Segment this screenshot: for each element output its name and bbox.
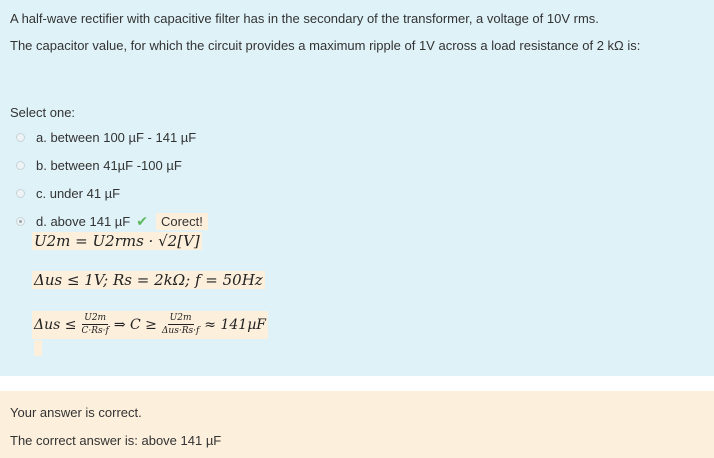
fraction-1	[80, 313, 111, 337]
fraction-2-denominator: Δus·Rs·f	[161, 326, 200, 336]
option-a-label: a. between 100 µF - 141 µF	[36, 129, 197, 145]
fraction-2	[160, 313, 201, 337]
formula-1: U2m = U2rms · √2[V]	[34, 232, 200, 250]
option-b[interactable]	[16, 156, 182, 174]
text-cursor	[34, 340, 42, 356]
feedback-panel	[0, 391, 714, 458]
question-text-line2: The capacitor value, for which the circuit provides a maximum ripple of 1V across a load resistance of 2 kΩ is:	[10, 38, 641, 53]
fraction-1-numerator: U2m	[84, 313, 107, 323]
option-b-label: b. between 41µF -100 µF	[36, 157, 182, 173]
formula-3-mid: ⇒ C ≥	[113, 317, 157, 333]
fraction-1-denominator: C·Rs·f	[81, 326, 109, 336]
option-d-label: d. above 141 µF	[36, 213, 131, 229]
radio-b[interactable]	[16, 161, 25, 170]
fraction-2-numerator: U2m	[169, 313, 192, 323]
feedback-correct-answer: The correct answer is: above 141 µF	[10, 433, 222, 448]
formula-2: Δus ≤ 1V; Rs = 2kΩ; f = 50Hz	[34, 271, 263, 289]
check-icon: ✔	[136, 212, 148, 229]
option-d[interactable]	[16, 212, 208, 230]
select-prompt: Select one:	[10, 105, 76, 120]
option-a[interactable]	[16, 128, 196, 146]
option-c-label: c. under 41 µF	[36, 185, 121, 201]
feedback-result: Your answer is correct.	[10, 405, 142, 420]
formula-3-left: Δus ≤	[34, 317, 77, 333]
radio-d[interactable]	[16, 217, 25, 226]
radio-c[interactable]	[16, 189, 25, 198]
question-text-line1: A half-wave rectifier with capacitive filter has in the secondary of the transformer, a voltage of 10V rms.	[10, 11, 599, 26]
formula-3	[32, 311, 268, 339]
radio-a[interactable]	[16, 133, 25, 142]
formula-3-right: ≈ 141µF	[204, 317, 267, 333]
correct-badge: Corect!	[156, 213, 208, 230]
option-c[interactable]	[16, 184, 120, 202]
